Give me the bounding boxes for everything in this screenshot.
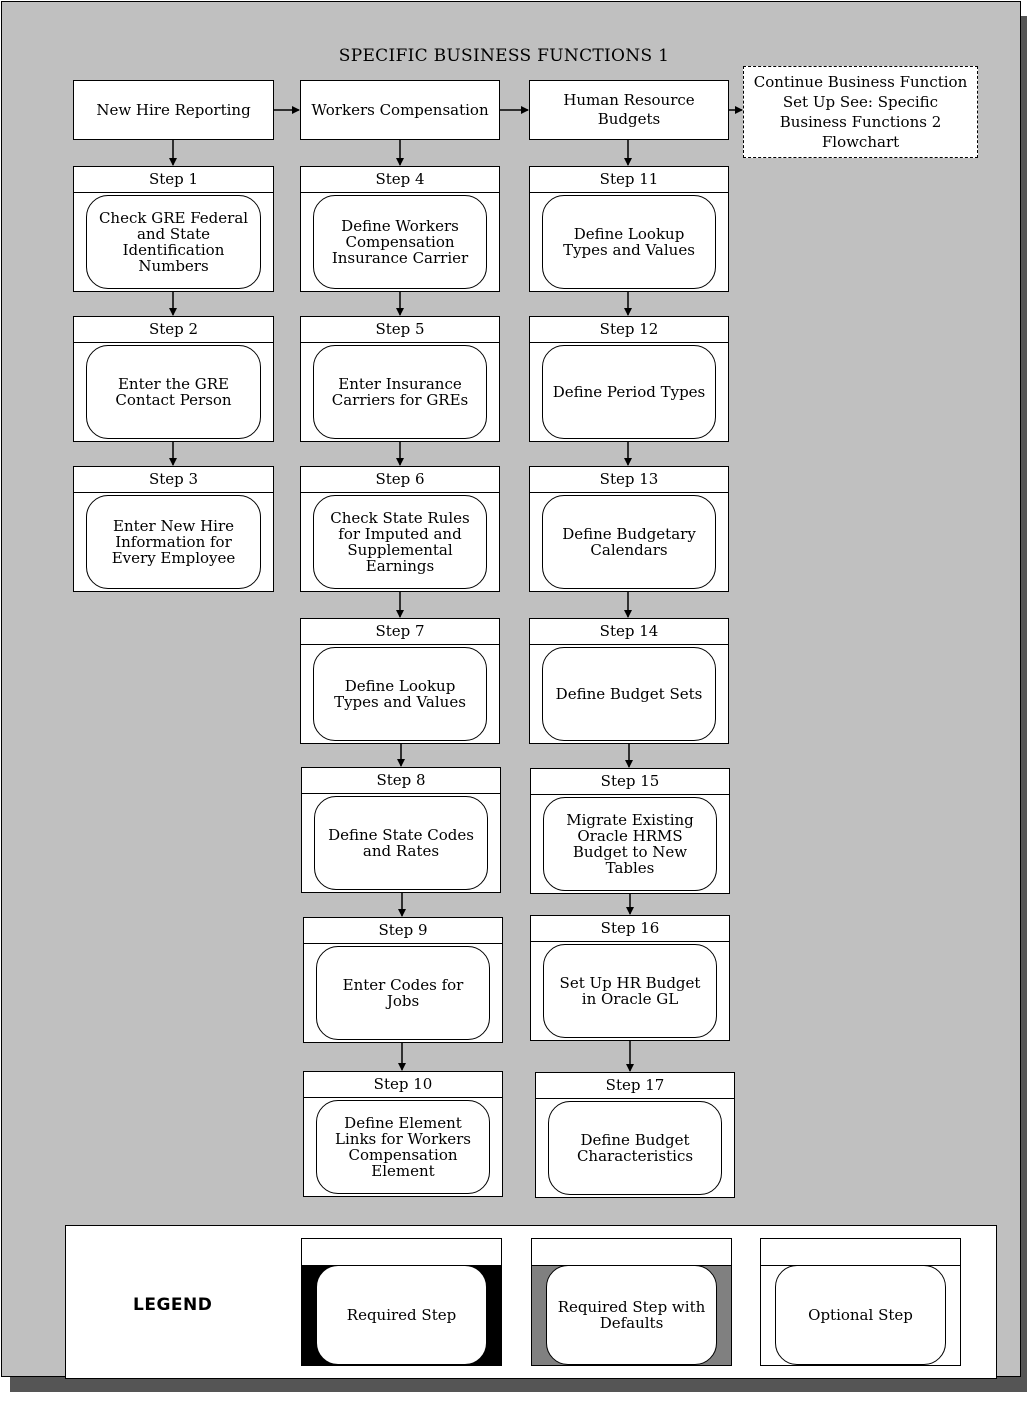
step-description: Define Element Links for Workers Compensation Element [316, 1100, 490, 1194]
step-number: Step 12 [530, 317, 728, 343]
diagram-canvas [1, 1, 1021, 1377]
function-label: Human Resource Budgets [563, 91, 695, 128]
step-description: Define Workers Compensation Insurance Carrier [313, 195, 487, 289]
function-label: New Hire Reporting [96, 100, 251, 119]
legend-step-header [761, 1239, 960, 1266]
legend-step-header [532, 1239, 731, 1266]
step-number: Step 17 [536, 1073, 734, 1099]
legend-label: Required Step with Defaults [546, 1265, 717, 1365]
step-description: Set Up HR Budget in Oracle GL [543, 944, 717, 1038]
step-number: Step 15 [531, 769, 729, 795]
step-description: Define Lookup Types and Values [542, 195, 716, 289]
step-description: Define Period Types [542, 345, 716, 439]
step-description: Define State Codes and Rates [314, 796, 488, 890]
step-number: Step 9 [304, 918, 502, 944]
step-number: Step 7 [301, 619, 499, 645]
step-number: Step 5 [301, 317, 499, 343]
step-number: Step 16 [531, 916, 729, 942]
step-description: Define Budget Sets [542, 647, 716, 741]
step-description: Enter the GRE Contact Person [86, 345, 261, 439]
legend-required-step [301, 1238, 502, 1366]
step-number: Step 2 [74, 317, 273, 343]
legend-title: LEGEND [133, 1295, 213, 1315]
continue-label: Continue Business Function Set Up See: Specific Business Functions 2 Flowchart [753, 73, 968, 151]
step-number: Step 4 [301, 167, 499, 193]
diagram-title: SPECIFIC BUSINESS FUNCTIONS 1 [338, 46, 670, 66]
step-description: Define Budget Characteristics [548, 1101, 722, 1195]
step-number: Step 8 [302, 768, 500, 794]
step-number: Step 11 [530, 167, 728, 193]
step-number: Step 13 [530, 467, 728, 493]
step-number: Step 1 [74, 167, 273, 193]
step-number: Step 14 [530, 619, 728, 645]
step-description: Check GRE Federal and State Identification Numbers [86, 195, 261, 289]
step-description: Check State Rules for Imputed and Supplemental Earnings [313, 495, 487, 589]
legend-step-header [302, 1239, 501, 1266]
legend-optional-step [760, 1238, 961, 1366]
function-label: Workers Compensation [311, 100, 489, 119]
legend-label: Required Step [316, 1265, 487, 1365]
step-description: Enter Codes for Jobs [316, 946, 490, 1040]
step-description: Define Lookup Types and Values [313, 647, 487, 741]
connector-arrows [2, 2, 1022, 1378]
step-description: Migrate Existing Oracle HRMS Budget to New Tables [543, 797, 717, 891]
step-description: Define Budgetary Calendars [542, 495, 716, 589]
step-number: Step 10 [304, 1072, 502, 1098]
step-number: Step 3 [74, 467, 273, 493]
step-number: Step 6 [301, 467, 499, 493]
legend-label: Optional Step [775, 1265, 946, 1365]
step-description: Enter Insurance Carriers for GREs [313, 345, 487, 439]
step-description: Enter New Hire Information for Every Employee [86, 495, 261, 589]
legend-required-step-defaults [531, 1238, 732, 1366]
